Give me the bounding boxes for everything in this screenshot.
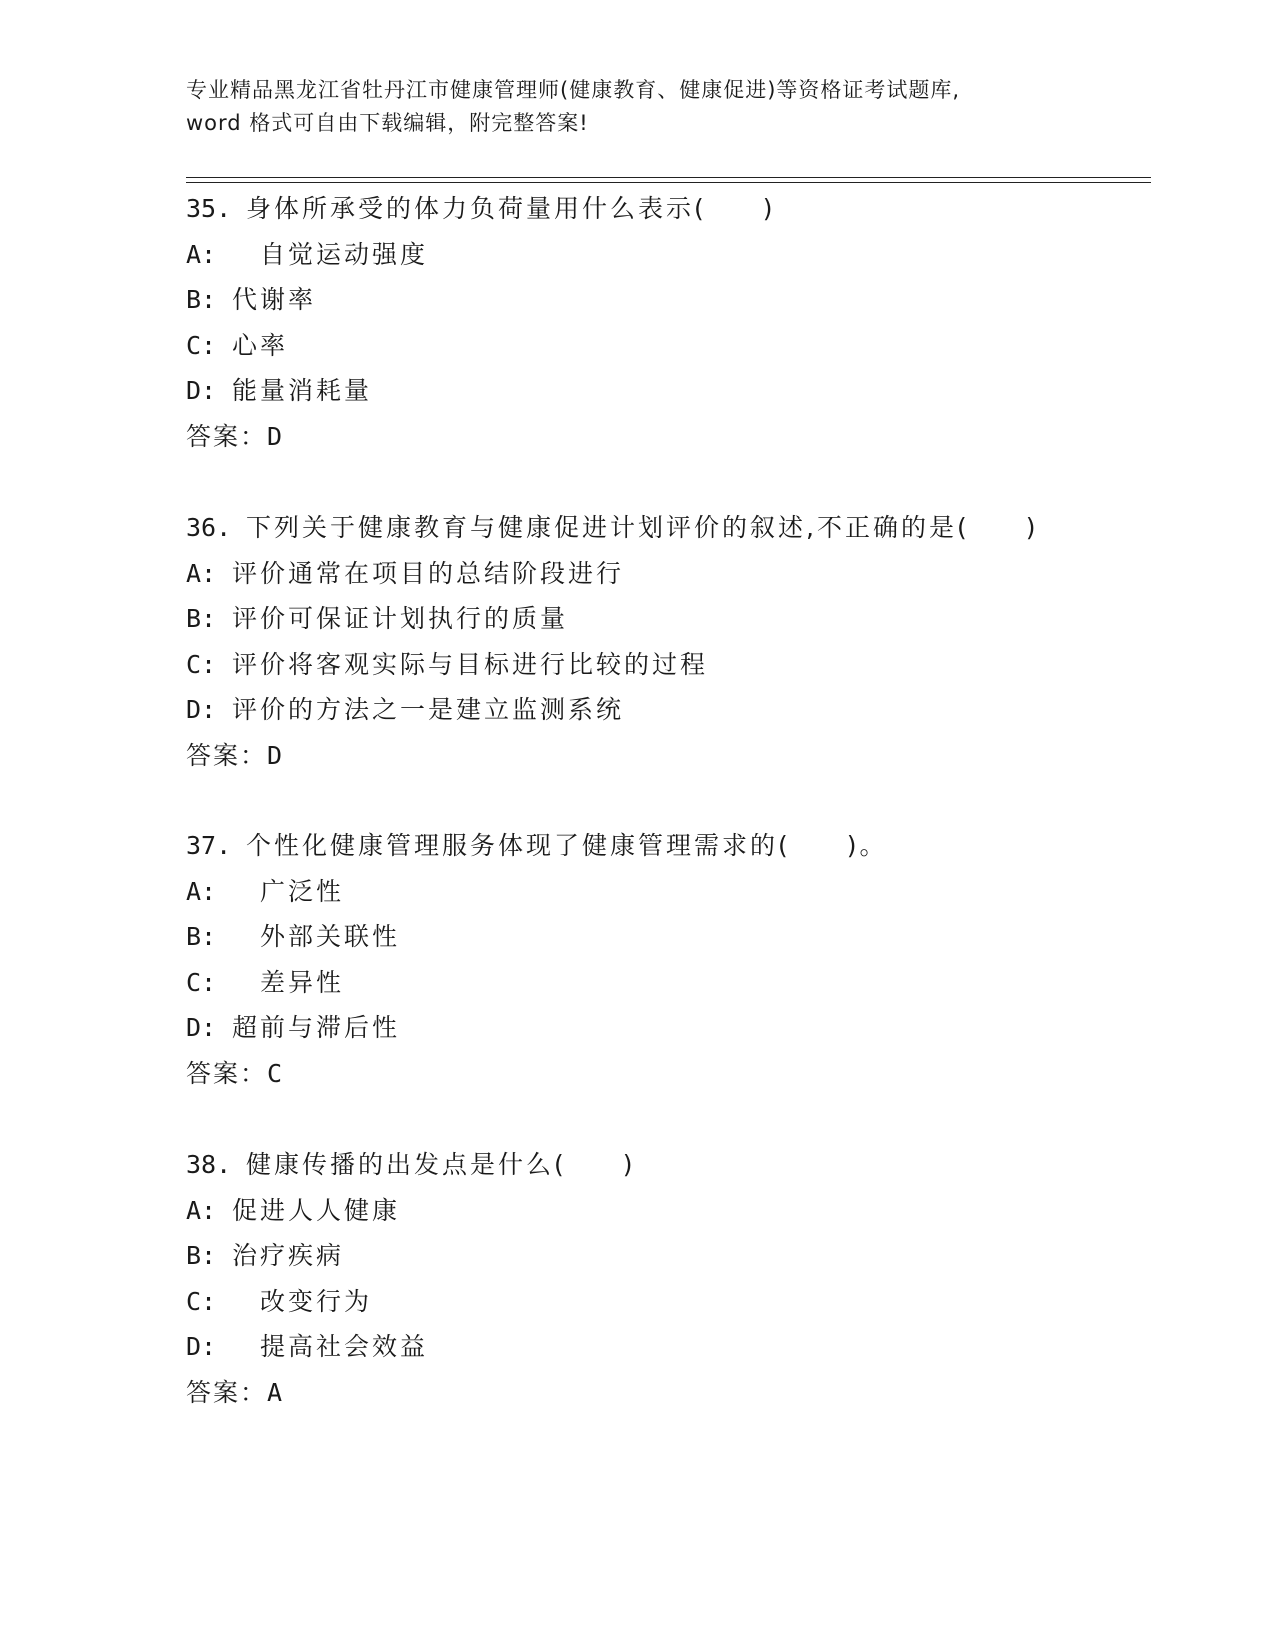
question-number: 35.: [186, 194, 232, 223]
header-divider-bottom: [186, 182, 1151, 183]
answer-value: D: [267, 421, 283, 451]
question-text: 身体所承受的体力负荷量用什么表示( ): [246, 194, 776, 223]
option-key: A:: [186, 1195, 217, 1225]
option-c: [186, 642, 1146, 688]
option-text: 提高社会效益: [232, 1332, 429, 1361]
option-key: B:: [186, 1241, 217, 1270]
option-key: D:: [186, 695, 217, 724]
option-key: D:: [186, 1013, 217, 1042]
option-text: 广泛性: [232, 876, 345, 906]
answer-value: D: [267, 740, 283, 770]
option-a: [186, 869, 1146, 915]
option-key: D:: [186, 376, 217, 405]
question-38: [186, 1142, 1146, 1415]
option-text: 促进人人健康: [232, 1195, 401, 1225]
header-line-2: word 格式可自由下载编辑，附完整答案!: [186, 111, 589, 135]
option-text: 改变行为: [232, 1286, 373, 1316]
question-stem: [186, 505, 1146, 551]
question-36: [186, 505, 1146, 778]
question-37: [186, 823, 1146, 1096]
header-line-1: 专业精品黑龙江省牡丹江市健康管理师(健康教育、健康促进)等资格证考试题库,: [186, 78, 961, 102]
option-a: [186, 232, 1146, 278]
option-text: 差异性: [232, 967, 345, 997]
option-key: C:: [186, 1286, 217, 1316]
option-text: 评价可保证计划执行的质量: [232, 604, 569, 633]
answer-line: [186, 1370, 1146, 1416]
answer-value: A: [267, 1377, 283, 1407]
option-key: B:: [186, 922, 217, 951]
option-key: B:: [186, 604, 217, 633]
option-key: A:: [186, 876, 217, 906]
option-a: [186, 1188, 1146, 1234]
answer-label: 答案：: [186, 1377, 268, 1407]
option-d: [186, 1005, 1146, 1051]
question-stem: [186, 1142, 1146, 1188]
question-number: 36.: [186, 513, 232, 542]
option-text: 代谢率: [232, 285, 317, 314]
option-key: C:: [186, 967, 217, 997]
document-header: [186, 74, 1086, 140]
option-text: 自觉运动强度: [232, 239, 429, 269]
option-b: [186, 596, 1146, 642]
option-text: 能量消耗量: [232, 376, 373, 405]
option-text: 治疗疾病: [232, 1241, 345, 1270]
answer-label: 答案：: [186, 421, 268, 451]
answer-line: [186, 414, 1146, 460]
question-stem: [186, 186, 1146, 232]
option-d: [186, 368, 1146, 414]
answer-line: [186, 1051, 1146, 1097]
question-number: 38.: [186, 1150, 232, 1179]
option-text: 心率: [232, 330, 289, 360]
answer-value: C: [267, 1058, 283, 1088]
question-35: [186, 186, 1146, 459]
question-text: 下列关于健康教育与健康促进计划评价的叙述,不正确的是( ): [246, 513, 1039, 542]
option-c: [186, 323, 1146, 369]
option-key: B:: [186, 285, 217, 314]
option-b: [186, 1233, 1146, 1279]
option-key: C:: [186, 330, 217, 360]
option-c: [186, 1279, 1146, 1325]
header-divider-top: [186, 177, 1151, 178]
answer-label: 答案：: [186, 1058, 268, 1088]
option-b: [186, 277, 1146, 323]
question-number: 37.: [186, 831, 232, 860]
answer-label: 答案：: [186, 740, 268, 770]
question-stem: [186, 823, 1146, 869]
option-text: 外部关联性: [232, 922, 401, 951]
option-text: 评价的方法之一是建立监测系统: [232, 695, 625, 724]
option-b: [186, 914, 1146, 960]
answer-line: [186, 733, 1146, 779]
option-key: A:: [186, 239, 217, 269]
option-d: [186, 687, 1146, 733]
option-text: 评价通常在项目的总结阶段进行: [232, 558, 625, 588]
option-c: [186, 960, 1146, 1006]
option-key: C:: [186, 649, 217, 679]
option-text: 评价将客观实际与目标进行比较的过程: [232, 649, 709, 679]
option-d: [186, 1324, 1146, 1370]
option-key: D:: [186, 1332, 217, 1361]
question-text: 健康传播的出发点是什么( ): [246, 1150, 636, 1179]
option-key: A:: [186, 558, 217, 588]
option-text: 超前与滞后性: [232, 1013, 401, 1042]
question-text: 个性化健康管理服务体现了健康管理需求的( )。: [246, 831, 888, 860]
option-a: [186, 551, 1146, 597]
